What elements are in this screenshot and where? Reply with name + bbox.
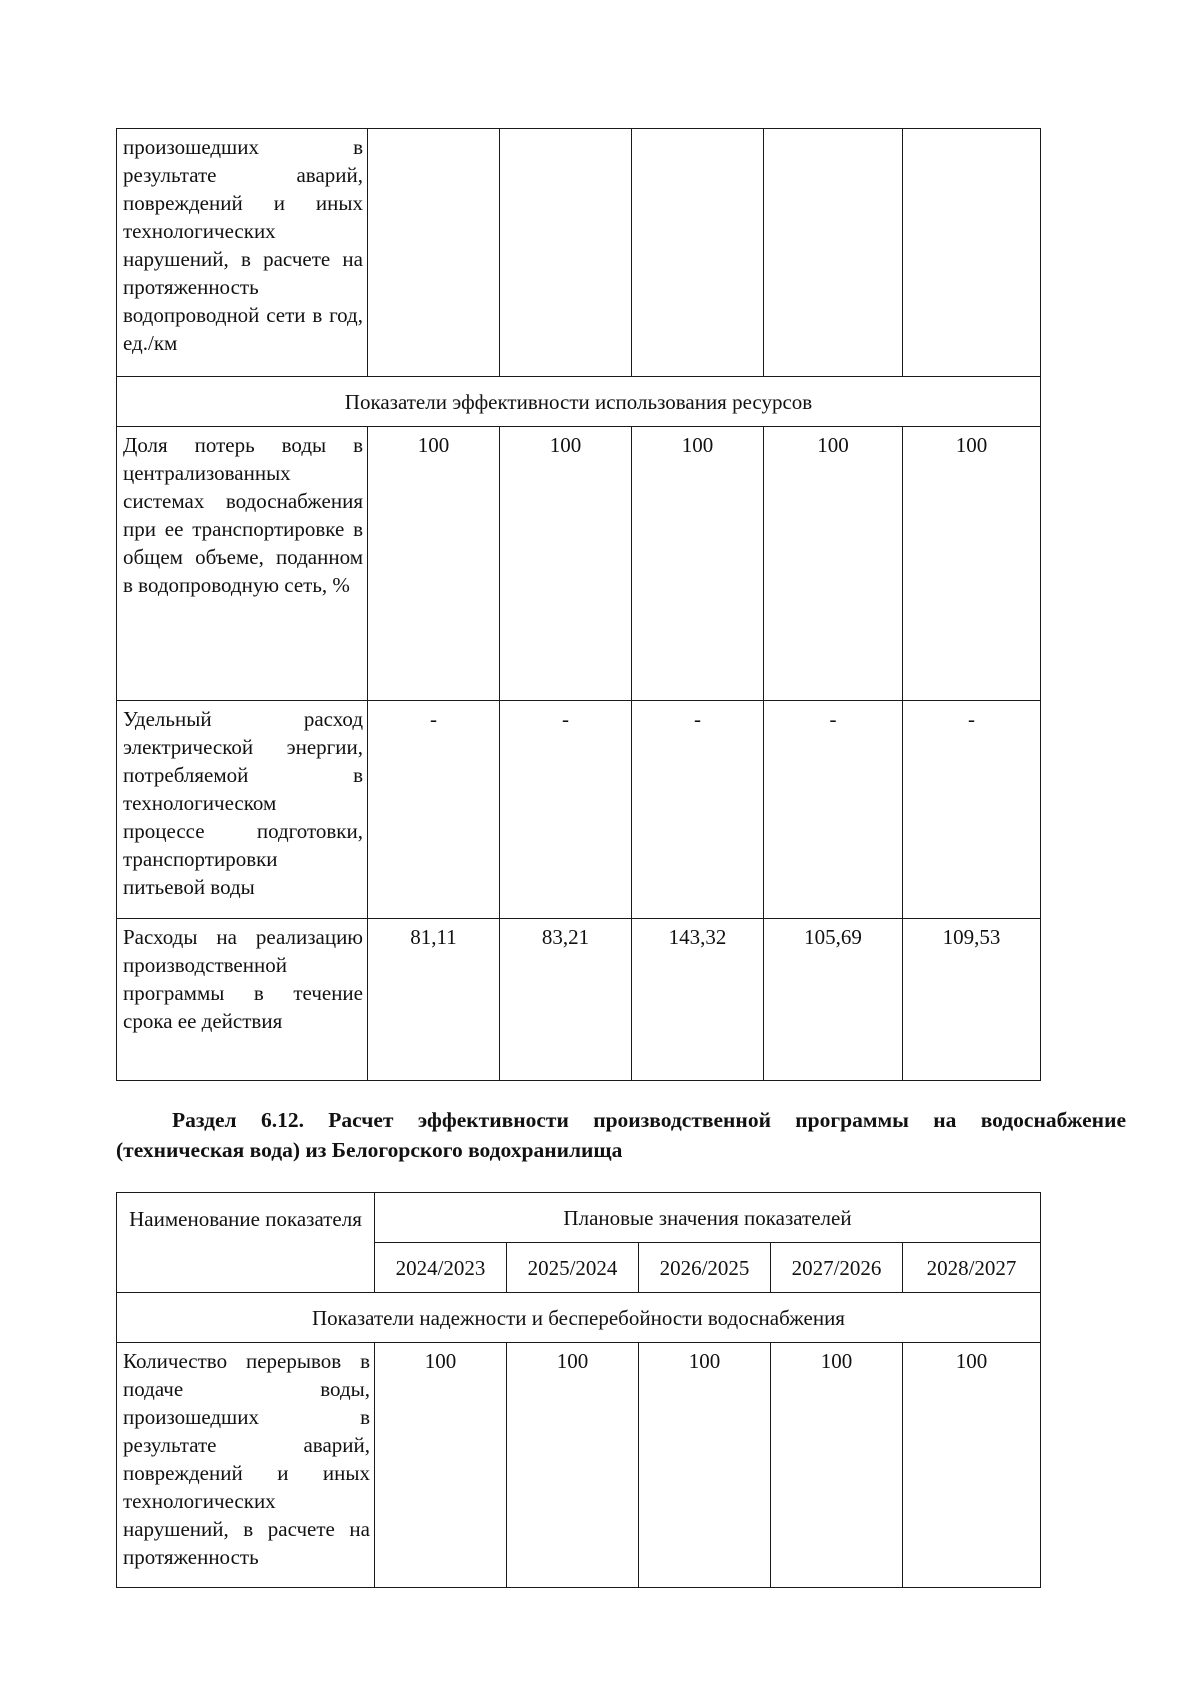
value-cell (500, 129, 632, 377)
value-cell: - (764, 701, 903, 919)
value-cell: 100 (507, 1343, 639, 1588)
table-row (117, 701, 1041, 919)
section-heading-text: Раздел 6.12. Расчет эффективности производственной программы на водоснабжение (техническая вода) из Белогорского водохранилища (116, 1108, 1126, 1162)
value-cell: 81,11 (368, 919, 500, 1081)
indicator-label: Количество перерывов в подаче воды, произошедших в результате аварий, повреждений и иных технологических нарушений, в расчете на протяженность (117, 1343, 375, 1588)
year-header: 2028/2027 (903, 1243, 1041, 1293)
section-row (117, 377, 1041, 427)
value-cell: - (368, 701, 500, 919)
value-cell: - (632, 701, 764, 919)
year-header: 2026/2025 (639, 1243, 771, 1293)
value-cell: - (903, 701, 1041, 919)
value-cell: 105,69 (764, 919, 903, 1081)
indicator-label: произошедших в результате аварий, повреждений и иных технологических нарушений, в расчете на протяженность водопроводной сети в год, ед./км (117, 129, 368, 377)
indicators-table (116, 1192, 1041, 1588)
value-cell: 109,53 (903, 919, 1041, 1081)
value-cell: 143,32 (632, 919, 764, 1081)
value-cell: 100 (368, 427, 500, 701)
table-row (117, 1343, 1041, 1588)
table-row (117, 129, 1041, 377)
indicator-label: Удельный расход электрической энергии, потребляемой в технологическом процессе подготовки, транспортировки питьевой воды (117, 701, 368, 919)
value-cell: 100 (771, 1343, 903, 1588)
section-heading (116, 1105, 1126, 1165)
value-cell (368, 129, 500, 377)
value-cell: 100 (375, 1343, 507, 1588)
value-cell: 100 (639, 1343, 771, 1588)
section-title-reliability: Показатели надежности и бесперебойности водоснабжения (117, 1293, 1041, 1343)
section-row (117, 1293, 1041, 1343)
value-cell: 100 (903, 427, 1041, 701)
year-header: 2027/2026 (771, 1243, 903, 1293)
indicator-label: Доля потерь воды в централизованных системах водоснабжения при ее транспортировке в общем объеме, поданном в водопроводную сеть, % (117, 427, 368, 701)
value-cell: 100 (903, 1343, 1041, 1588)
year-header: 2025/2024 (507, 1243, 639, 1293)
value-cell: 100 (764, 427, 903, 701)
table-row (117, 427, 1041, 701)
value-cell (903, 129, 1041, 377)
header-indicator-name: Наименование показателя (117, 1193, 375, 1293)
value-cell: 83,21 (500, 919, 632, 1081)
indicators-table-continued (116, 128, 1041, 1081)
section-title-efficiency: Показатели эффективности использования ресурсов (117, 377, 1041, 427)
header-row (117, 1193, 1041, 1243)
value-cell: 100 (500, 427, 632, 701)
value-cell: - (500, 701, 632, 919)
year-header: 2024/2023 (375, 1243, 507, 1293)
header-plan-values: Плановые значения показателей (375, 1193, 1041, 1243)
indicator-label: Расходы на реализацию производственной программы в течение срока ее действия (117, 919, 368, 1081)
value-cell: 100 (632, 427, 764, 701)
value-cell (764, 129, 903, 377)
value-cell (632, 129, 764, 377)
table-row (117, 919, 1041, 1081)
